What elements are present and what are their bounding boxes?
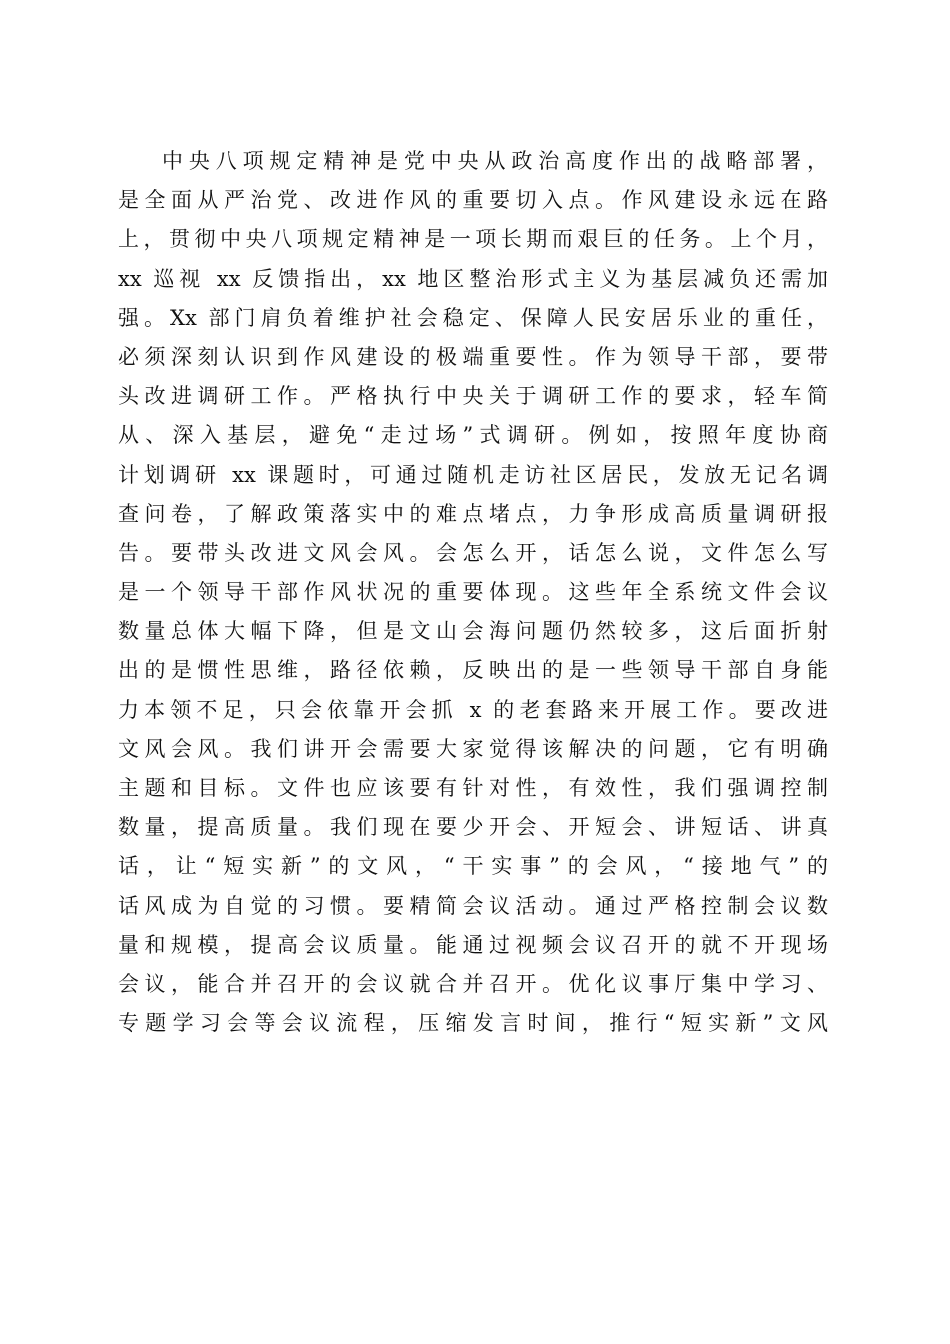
text-line: 中央八项规定精神是党中央从政治高度作出的战略部署， bbox=[162, 149, 828, 173]
text-line: 量和规模，提高会议质量。能通过视频会议召开的就不开现场 bbox=[118, 932, 828, 957]
text-line: 出的是惯性思维，路径依赖，反映出的是一些领导干部自身能 bbox=[118, 658, 828, 683]
text-line: 上，贯彻中央八项规定精神是一项长期而艰巨的任务。上个月， bbox=[118, 227, 828, 252]
text-line: 会议，能合并召开的会议就合并召开。优化议事厅集中学习、 bbox=[118, 971, 828, 996]
text-line: xx 巡视 xx 反馈指出，xx 地区整治形式主义为基层减负还需加 bbox=[118, 266, 828, 291]
text-line: 查问卷，了解政策落实中的难点堵点，力争形成高质量调研报 bbox=[118, 501, 828, 526]
text-line: 计划调研 xx 课题时，可通过随机走访社区居民，发放无记名调 bbox=[118, 462, 828, 487]
text-line: 必须深刻认识到作风建设的极端重要性。作为领导干部，要带 bbox=[118, 344, 828, 369]
text-line: 数量总体大幅下降，但是文山会海问题仍然较多，这后面折射 bbox=[118, 619, 828, 644]
text-line: 文风会风。我们讲开会需要大家觉得该解决的问题，它有明确 bbox=[118, 736, 828, 761]
text-line: 从、深入基层，避免“走过场”式调研。例如，按照年度协商 bbox=[118, 423, 828, 448]
text-line: 力本领不足，只会依靠开会抓 x 的老套路来开展工作。要改进 bbox=[118, 697, 828, 722]
body-paragraph bbox=[118, 142, 828, 1043]
text-line: 强。Xx 部门肩负着维护社会稳定、保障人民安居乐业的重任， bbox=[118, 305, 828, 330]
text-line: 告。要带头改进文风会风。会怎么开，话怎么说，文件怎么写 bbox=[118, 540, 828, 565]
text-line: 头改进调研工作。严格执行中央关于调研工作的要求，轻车简 bbox=[118, 384, 828, 409]
text-line: 话，让“短实新”的文风，“干实事”的会风，“接地气”的 bbox=[118, 854, 828, 879]
text-line: 主题和目标。文件也应该要有针对性，有效性，我们强调控制 bbox=[118, 776, 828, 800]
text-line: 专题学习会等会议流程，压缩发言时间，推行“短实新”文风 bbox=[118, 1011, 828, 1036]
text-line: 是一个领导干部作风状况的重要体现。这些年全系统文件会议 bbox=[118, 580, 828, 605]
text-line: 是全面从严治党、改进作风的重要切入点。作风建设永远在路 bbox=[118, 188, 828, 213]
text-line: 话风成为自觉的习惯。要精简会议活动。通过严格控制会议数 bbox=[118, 893, 828, 918]
text-line: 数量，提高质量。我们现在要少开会、开短会、讲短话、讲真 bbox=[118, 815, 828, 840]
